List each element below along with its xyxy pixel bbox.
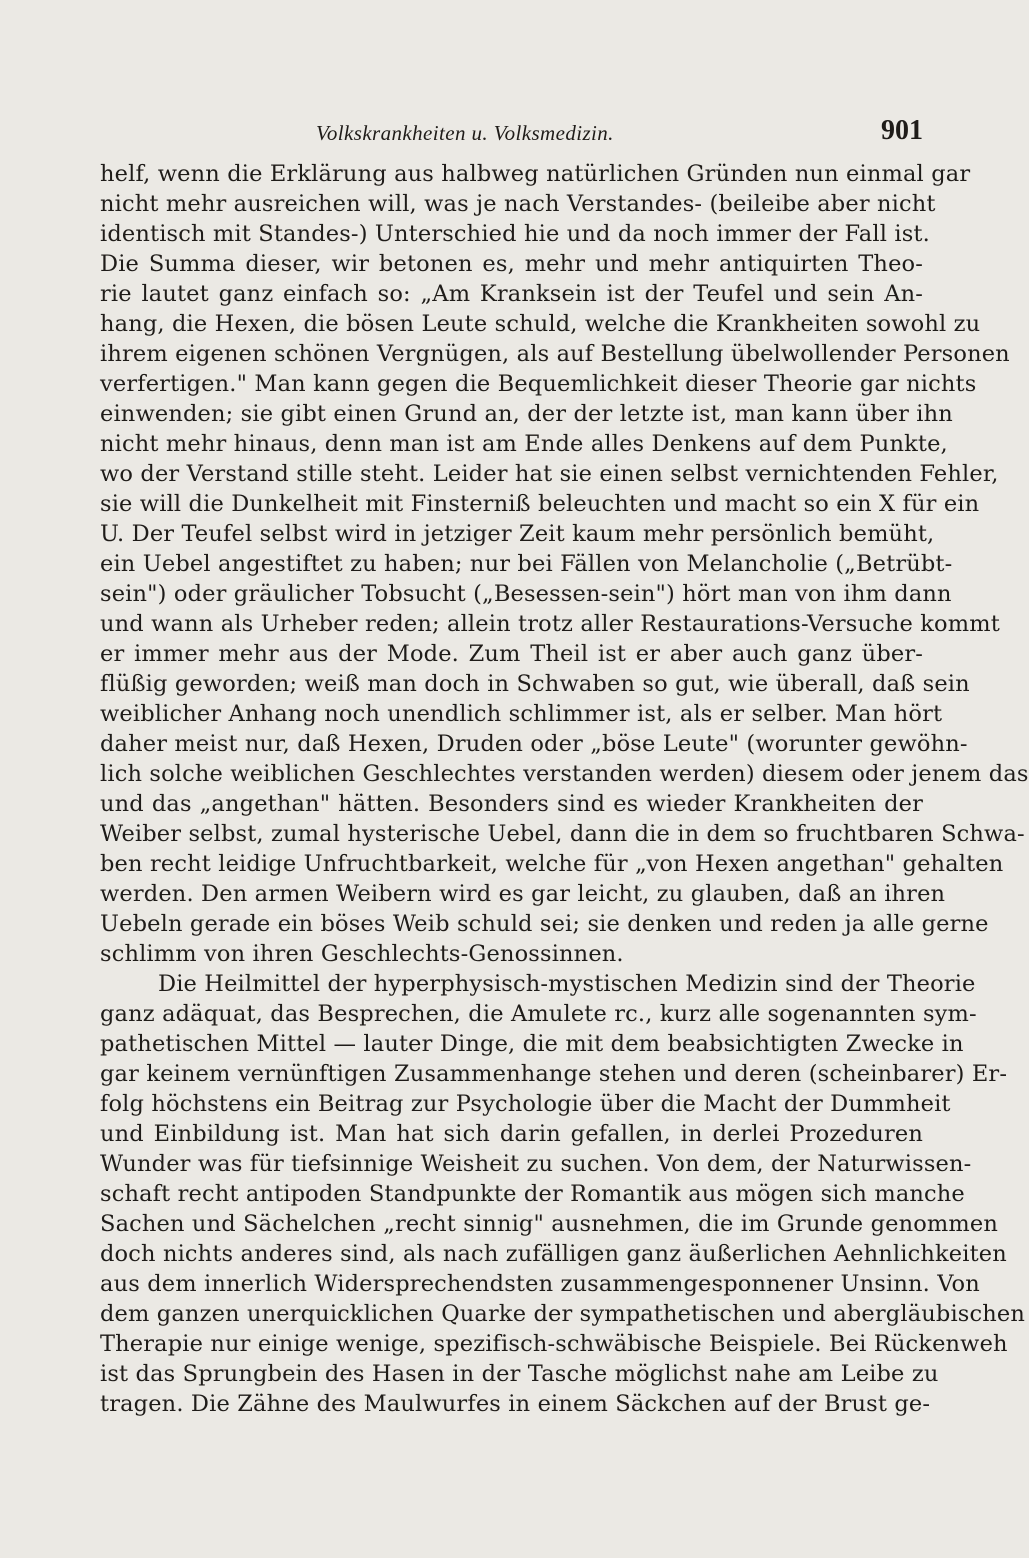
running-title: Volkskrankheiten u. Volksmedizin.	[316, 121, 614, 145]
text-line: tragen. Die Zähne des Maulwurfes in einem Säckchen auf der Brust ge-	[100, 1391, 931, 1417]
text-line: rie lautet ganz einfach so: „Am Kranksein ist der Teufel und sein An-	[100, 281, 923, 307]
text-line: identisch mit Standes-) Unterschied hie und da noch immer der Fall ist.	[100, 221, 930, 247]
text-line: und Einbildung ist. Man hat sich darin gefallen, in derlei Prozeduren	[100, 1121, 923, 1147]
text-line: er immer mehr aus der Mode. Zum Theil ist er aber auch ganz über-	[100, 641, 923, 667]
text-line: aus dem innerlich Widersprechendsten zusammengesponnener Unsinn. Von	[100, 1271, 980, 1297]
text-line: pathetischen Mittel — lauter Dinge, die mit dem beabsichtigten Zwecke in	[100, 1031, 964, 1057]
text-line: ganz adäquat, das Besprechen, die Amulete rc., kurz alle sogenannten sym-	[100, 1001, 977, 1027]
text-line: sein") oder gräulicher Tobsucht („Besessen-sein") hört man von ihm dann	[100, 581, 952, 607]
text-line: helf, wenn die Erklärung aus halbweg natürlichen Gründen nun einmal gar	[100, 161, 971, 187]
text-line: sie will die Dunkelheit mit Finsterniß beleuchten und macht so ein X für ein	[100, 491, 980, 517]
text-line: verfertigen." Man kann gegen die Bequemlichkeit dieser Theorie gar nichts	[100, 371, 977, 397]
text-line: Wunder was für tiefsinnige Weisheit zu suchen. Von dem, der Naturwissen-	[100, 1151, 972, 1177]
paragraph-start-line: Die Heilmittel der hyperphysisch-mystischen Medizin sind der Theorie	[158, 971, 976, 997]
text-line: dem ganzen unerquicklichen Quarke der sympathetischen und abergläubischen	[100, 1301, 1026, 1327]
text-line: schaft recht antipoden Standpunkte der Romantik aus mögen sich manche	[100, 1181, 965, 1207]
paragraph-end-line: schlimm von ihren Geschlechts-Genossinnen.	[100, 941, 624, 967]
text-line: Weiber selbst, zumal hysterische Uebel, dann die in dem so fruchtbaren Schwa-	[100, 821, 1025, 847]
text-line: wo der Verstand stille steht. Leider hat sie einen selbst vernichtenden Fehler,	[100, 461, 999, 487]
text-line: werden. Den armen Weibern wird es gar leicht, zu glauben, daß an ihren	[100, 881, 946, 907]
text-line: und das „angethan" hätten. Besonders sind es wieder Krankheiten der	[100, 791, 923, 817]
text-line: ein Uebel angestiftet zu haben; nur bei Fällen von Melancholie („Betrübt-	[100, 551, 953, 577]
text-line: Sachen und Sächelchen „recht sinnig" ausnehmen, die im Grunde genommen	[100, 1211, 998, 1237]
text-line: daher meist nur, daß Hexen, Druden oder „böse Leute" (worunter gewöhn-	[100, 731, 968, 757]
page-number: 901	[881, 115, 923, 146]
text-line: doch nichts anderes sind, als nach zufälligen ganz äußerlichen Aehnlichkeiten	[100, 1241, 1007, 1267]
text-line: gar keinem vernünftigen Zusammenhange stehen und deren (scheinbarer) Er-	[100, 1061, 1008, 1087]
text-line: folg höchstens ein Beitrag zur Psychologie über die Macht der Dummheit	[100, 1091, 951, 1117]
text-line: einwenden; sie gibt einen Grund an, der der letzte ist, man kann über ihn	[100, 401, 953, 427]
text-line: Uebeln gerade ein böses Weib schuld sei; sie denken und reden ja alle gerne	[100, 911, 989, 937]
text-line: lich solche weiblichen Geschlechtes verstanden werden) diesem oder jenem das	[100, 761, 1029, 787]
text-line: Die Summa dieser, wir betonen es, mehr und mehr antiquirten Theo-	[100, 251, 923, 277]
text-line: nicht mehr hinaus, denn man ist am Ende alles Denkens auf dem Punkte,	[100, 431, 948, 457]
text-line: Therapie nur einige wenige, spezifisch-schwäbische Beispiele. Bei Rückenweh	[100, 1331, 1008, 1357]
text-line: ist das Sprungbein des Hasen in der Tasche möglichst nahe am Leibe zu	[100, 1361, 939, 1387]
text-line: weiblicher Anhang noch unendlich schlimmer ist, als er selber. Man hört	[100, 701, 943, 727]
text-line: ihrem eigenen schönen Vergnügen, als auf Bestellung übelwollender Personen	[100, 341, 1010, 367]
text-line: ben recht leidige Unfruchtbarkeit, welche für „von Hexen angethan" gehalten	[100, 851, 1004, 877]
text-line: und wann als Urheber reden; allein trotz aller Restaurations-Versuche kommt	[100, 611, 1000, 637]
text-line: hang, die Hexen, die bösen Leute schuld, welche die Krankheiten sowohl zu	[100, 311, 981, 337]
text-line: flüßig geworden; weiß man doch in Schwaben so gut, wie überall, daß sein	[100, 671, 970, 697]
text-line: U. Der Teufel selbst wird in jetziger Zeit kaum mehr persönlich bemüht,	[100, 521, 935, 547]
text-line: nicht mehr ausreichen will, was je nach Verstandes- (beileibe aber nicht	[100, 191, 936, 217]
body-text	[100, 158, 1029, 1458]
